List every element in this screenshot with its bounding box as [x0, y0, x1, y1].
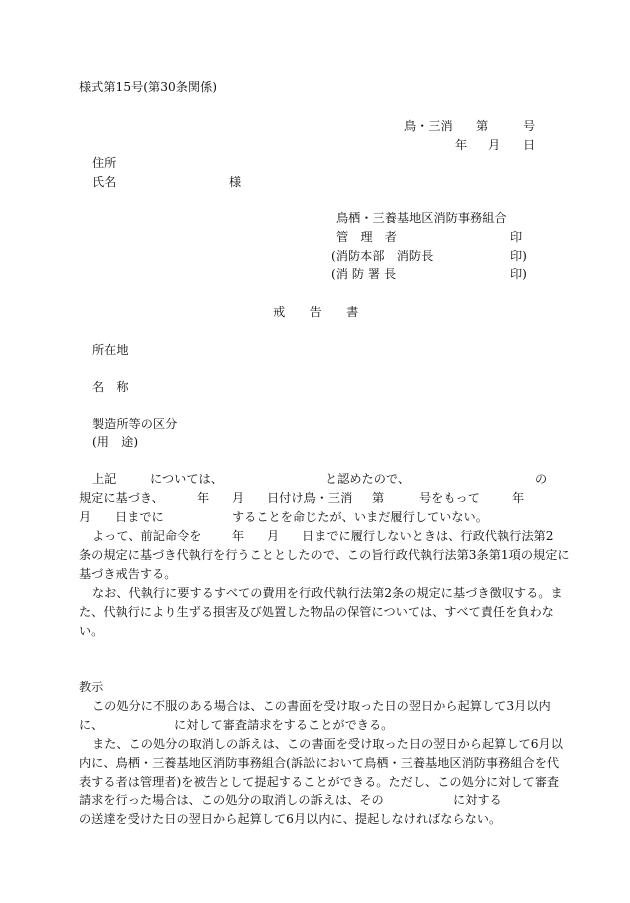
issuer-org: 鳥栖・三養基地区消防事務組合	[336, 211, 507, 225]
notice-n2-l2: 内に、鳥栖・三養基地区消防事務組合(訴訟において鳥栖・三養基地区消防事務組合を代	[79, 756, 560, 770]
body-p2-l1-b: 年	[232, 529, 245, 543]
notice-n2-l4-b: に対する	[453, 793, 502, 807]
field-category-label: 製造所等の区分	[92, 417, 178, 431]
body-p2-l2: 条の規定に基づき代執行を行うこととしたので、この旨行政代執行法第3条第1項の規定に	[79, 548, 570, 562]
body-p3-l1: なお、代執行に要するすべての費用を行政代執行法第2条の規定に基づき徴収する。ま	[92, 586, 563, 600]
document-title: 戒 告 書	[273, 305, 359, 319]
notice-n2-l4-a: 請求を行った場合は、この処分の取消しの訴えは、その	[79, 793, 384, 807]
notice-heading: 教示	[79, 680, 104, 694]
issuer-station-seal: 印)	[510, 267, 527, 281]
recipient-address-label: 住所	[92, 156, 117, 170]
recipient-name-label: 氏名	[92, 175, 117, 189]
body-p1-l2-e: 第	[372, 491, 385, 505]
body-p3-l3: い。	[79, 624, 104, 638]
body-p1-l3-c: することを命じたが、いまだ履行していない。	[232, 510, 488, 524]
body-p2-l1-a: よって、前記命令を	[92, 529, 202, 543]
body-p2-l3: 基づき戒告する。	[79, 567, 177, 581]
body-p2-l1-d: 日までに履行しないときは、行政代執行法第2	[302, 529, 554, 543]
body-p2-l1-c: 月	[267, 529, 280, 543]
issuer-station: (消 防 署 長	[331, 267, 397, 281]
body-p1-l2-g: 年	[512, 491, 525, 505]
body-p3-l2: た、代執行により生ずる損害及び処置した物品の保管については、すべて責任を負わな	[79, 605, 554, 619]
date-year: 年	[455, 138, 468, 152]
field-usage-label: (用 途)	[92, 435, 139, 449]
doc-number-go: 号	[523, 119, 536, 133]
field-name-label: 名 称	[92, 380, 129, 394]
notice-n1-l1: この処分に不服のある場合は、この書面を受け取った日の翌日から起算して3月以内	[92, 699, 551, 713]
date-month: 月	[488, 138, 501, 152]
body-p1-l2-a: 規定に基づき、	[79, 491, 164, 505]
body-p1-l3-b: 日までに	[115, 510, 164, 524]
doc-number-prefix: 鳥・三消	[404, 119, 453, 133]
body-p1-l3-a: 月	[79, 510, 92, 524]
notice-n1-l2-b: に対して審査請求をすることができる。	[174, 718, 394, 732]
body-p1-l1-a: 上記	[92, 472, 117, 486]
issuer-manager-seal: 印	[510, 230, 523, 244]
notice-n2-l5: の送達を受けた日の翌日から起算して6月以内に、提起しなければならない。	[79, 812, 502, 826]
field-location-label: 所在地	[92, 343, 129, 357]
notice-n2-l1: また、この処分の取消しの訴えは、この書面を受け取った日の翌日から起算して6月以	[92, 737, 563, 751]
body-p1-l2-f: 号をもって	[419, 491, 480, 505]
issuer-chief-seal: 印)	[510, 249, 527, 263]
issuer-chief: (消防本部 消防長	[331, 249, 434, 263]
body-p1-l2-c: 月	[232, 491, 245, 505]
recipient-honorific: 様	[229, 175, 242, 189]
date-day: 日	[523, 138, 536, 152]
notice-n2-l3: 表する者は管理者)を被告として提起することができる。ただし、この処分に対して審査	[79, 775, 560, 789]
form-reference: 様式第15号(第30条関係)	[79, 80, 218, 94]
issuer-manager: 管 理 者	[336, 230, 397, 244]
body-p1-l1-c: と認めたので、	[325, 472, 411, 486]
body-p1-l2-b: 年	[197, 491, 210, 505]
body-p1-l1-d: の	[535, 472, 548, 486]
body-p1-l1-b: については、	[150, 472, 223, 486]
notice-n1-l2-a: に、	[79, 718, 104, 732]
doc-number-dai: 第	[476, 119, 489, 133]
body-p1-l2-d: 日付け鳥・三消	[267, 491, 353, 505]
